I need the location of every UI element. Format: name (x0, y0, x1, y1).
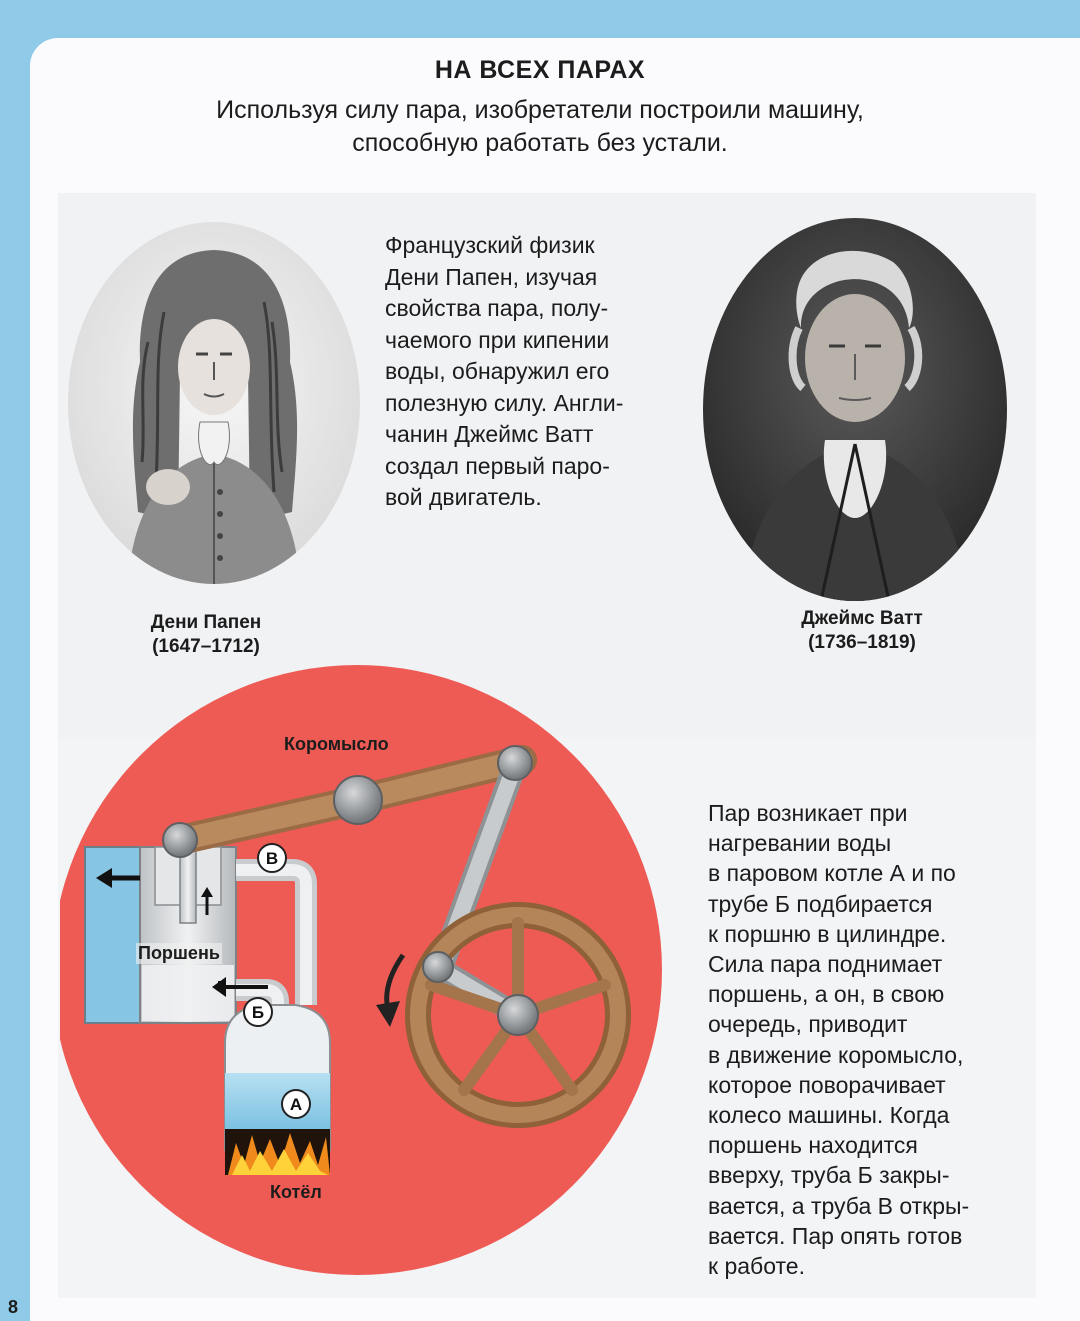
intro-text (385, 230, 675, 514)
text-line: Французский физик (385, 232, 595, 258)
text-line: очередь, приводит (708, 1011, 908, 1038)
subtitle-line: способную работать без устали. (352, 129, 728, 157)
page-subtitle (140, 94, 940, 160)
text-line: Сила пара поднимает (708, 951, 943, 978)
label-beam: Коромысло (284, 734, 389, 754)
text-line: Дени Папен, изучая (385, 263, 598, 290)
portrait-name: Джеймс Ватт (801, 608, 923, 629)
explanation-text (708, 798, 1038, 1281)
text-line: вается, а труба В откры- (708, 1192, 970, 1219)
marker-v (258, 844, 286, 872)
text-line: Пар возникает при (708, 800, 908, 826)
subtitle-line: Используя силу пара, изобретатели построили машину, (216, 96, 864, 124)
text-line: создал первый паро- (385, 452, 610, 479)
caption-watt (742, 607, 982, 655)
portrait-name: Дени Папен (150, 612, 262, 633)
marker-b-label: Б (251, 1003, 265, 1022)
text-line: поршень находится (708, 1132, 918, 1159)
text-line: вой двигатель. (385, 484, 542, 510)
engraving-image (703, 218, 1007, 601)
steam-engine-diagram (60, 665, 680, 1295)
text-line: к работе. (708, 1253, 805, 1280)
portrait-years: (1736–1819) (808, 632, 916, 653)
text-line: в паровом котле А и по (708, 860, 956, 887)
label-boiler: Котёл (270, 1182, 322, 1202)
text-line: в движение коромысло, (708, 1041, 964, 1068)
text-line: которое поворачивает (708, 1071, 946, 1098)
text-line: полезную силу. Англи- (385, 389, 624, 416)
engraving-image (68, 222, 360, 584)
text-line: вверху, труба Б закры- (708, 1162, 950, 1189)
text-line: трубе Б подбирается (708, 890, 933, 917)
text-line: нагревании воды (708, 830, 892, 857)
boiler-water (225, 1073, 330, 1129)
page-title: НА ВСЕХ ПАРАХ (434, 56, 646, 84)
marker-a-label: А (289, 1095, 303, 1114)
text-line: колесо машины. Когда (708, 1102, 950, 1129)
text-line: поршень, а он, в свою (708, 981, 945, 1008)
text-line: вается. Пар опять готов (708, 1222, 963, 1249)
marker-b (244, 998, 272, 1026)
portrait-watt (703, 218, 1007, 601)
text-line: воды, обнаружил его (385, 358, 610, 384)
engine-illustration (60, 665, 680, 1295)
text-line: свойства пара, полу- (385, 295, 609, 321)
portrait-years: (1647–1712) (152, 636, 260, 657)
marker-a (282, 1090, 310, 1118)
page-number: 8 (8, 1297, 19, 1317)
label-piston: Поршень (138, 943, 220, 963)
text-line: к поршню в цилиндре. (708, 920, 947, 947)
portrait-papin (68, 222, 360, 584)
caption-papin (86, 611, 326, 659)
text-line: чанин Джеймс Ватт (385, 421, 594, 447)
marker-v-label: В (265, 849, 279, 868)
cylinder-housing (85, 847, 140, 1023)
text-line: чаемого при кипении (385, 326, 610, 353)
